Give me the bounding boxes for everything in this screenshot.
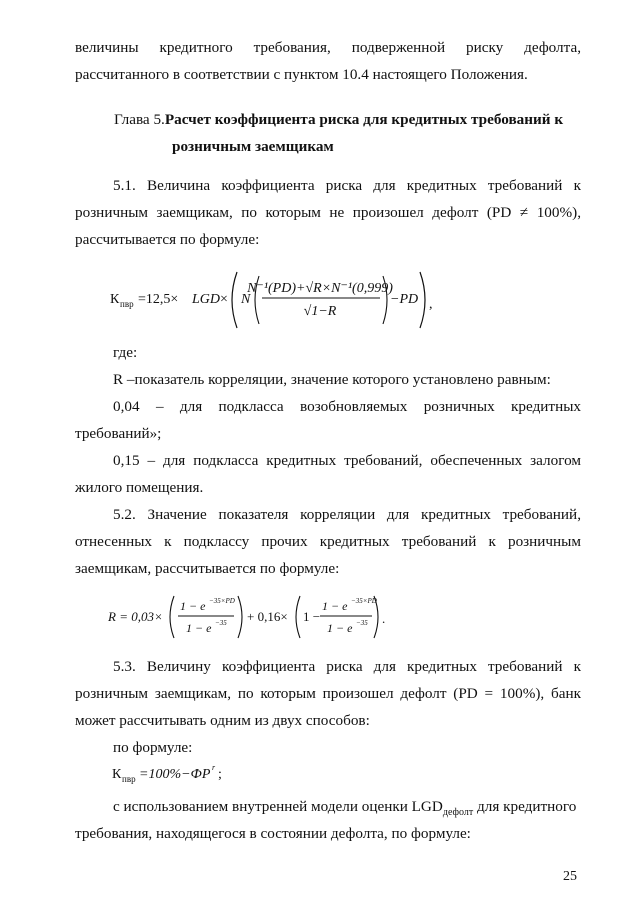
item2-line-2: жилого помещения. (75, 479, 204, 496)
f2-num2: 1 − e (322, 599, 348, 613)
page-number: 25 (563, 869, 577, 884)
by-formula-label: по формуле: (113, 739, 193, 756)
f2-den1-exp: −35 (215, 619, 227, 627)
item2-line-1: 0,15 – для подкласса кредитных требований, обеспеченных залогом (113, 452, 581, 469)
p51-line-3: рассчитывается по формуле: (75, 231, 260, 248)
f2-period: . (382, 611, 386, 626)
f1-eq: =12,5× (138, 292, 179, 307)
f2-den2: 1 − e (327, 621, 353, 635)
last-line1-a: с использованием внутренней модели оценки LGD (113, 798, 443, 815)
f3-tail: ; (218, 767, 222, 782)
f2-den1: 1 − e (186, 621, 212, 635)
f3-rhs: =100%−ФР (139, 767, 211, 782)
f1-comma: , (429, 297, 433, 312)
f2-den2-exp: −35 (356, 619, 368, 627)
last-para-line-1 (113, 797, 581, 823)
f2-paren-left-1 (170, 596, 174, 638)
f3-k-sub: пвр (122, 774, 136, 784)
formula-r-correlation (108, 592, 388, 642)
chapter-prefix: Глава 5. (114, 111, 165, 128)
p51-line-1: 5.1. Величина коэффициента риска для кредитных требований к (113, 177, 581, 194)
f2-num1-exp: −35×PD (209, 597, 235, 605)
p52-line-2: отнесенных к подклассу прочих кредитных требований к розничным (75, 533, 581, 550)
p52-line-3: заемщикам, рассчитывается по формуле: (75, 560, 340, 577)
f2-paren-right-1 (238, 596, 242, 638)
f3-k: К (112, 767, 122, 782)
chapter-title-line-2: розничным заемщикам (172, 138, 334, 155)
p52-line-1: 5.2. Значение показателя корреляции для кредитных требований, (113, 506, 581, 523)
chapter-title-line-1: Расчет коэффициента риска для кредитных требований к (164, 111, 564, 128)
f2-paren-left-2 (296, 596, 300, 638)
f1-k: К (110, 292, 120, 307)
p53-line-3: может рассчитывать одним из двух способов: (75, 712, 370, 729)
f2-lhs: R = 0,03× (108, 609, 163, 624)
last-para-line-2: требования, находящегося в состоянии дефолта, по формуле: (75, 825, 471, 842)
where-label: где: (113, 344, 138, 361)
p53-line-1: 5.3. Величину коэффициента риска для кредитных требований к (113, 658, 581, 675)
para-top-line-2: рассчитанного в соответствии с пунктом 10.4 настоящего Положения. (75, 66, 528, 83)
p53-line-2: розничным заемщикам, по которым произошел дефолт (PD = 100%), банк (75, 685, 581, 702)
f2-num1: 1 − e (180, 599, 206, 613)
f1-n: N (241, 292, 251, 307)
f3-sup: r (212, 763, 216, 772)
f1-k-sub: пвр (120, 299, 134, 309)
f1-lgd: LGD (192, 292, 221, 307)
p51-line-2: розничным заемщикам, по которым не произошел дефолт (PD ≠ 100%), (75, 204, 581, 221)
item1-line-2: требований»; (75, 425, 162, 442)
formula-k-nondefault (110, 268, 450, 332)
item1-line-1: 0,04 – для подкласса возобновляемых розничных кредитных (113, 398, 581, 415)
f1-outer-paren-left (232, 272, 237, 328)
lgd-subscript: дефолт (442, 807, 474, 819)
f1-denominator: √1−R (303, 304, 337, 319)
f2-one-minus: 1 − (303, 609, 321, 624)
f1-times: × (220, 292, 228, 307)
r-definition: R –показатель корреляции, значение которого установлено равным: (113, 371, 551, 388)
formula-k-default (112, 760, 252, 788)
last-line1-b: для кредитного (473, 798, 577, 815)
f2-mid: + 0,16× (247, 609, 288, 624)
chapter-heading (114, 110, 620, 130)
f1-minus-pd: −PD (390, 292, 419, 307)
para-top-line-1: величины кредитного требования, подверженной риску дефолта, (75, 39, 581, 56)
f1-outer-paren-right (420, 272, 425, 328)
f2-num2-exp: −35×PD (351, 597, 377, 605)
f1-numerator: N⁻¹(PD)+√R×N⁻¹(0,999) (247, 281, 393, 296)
